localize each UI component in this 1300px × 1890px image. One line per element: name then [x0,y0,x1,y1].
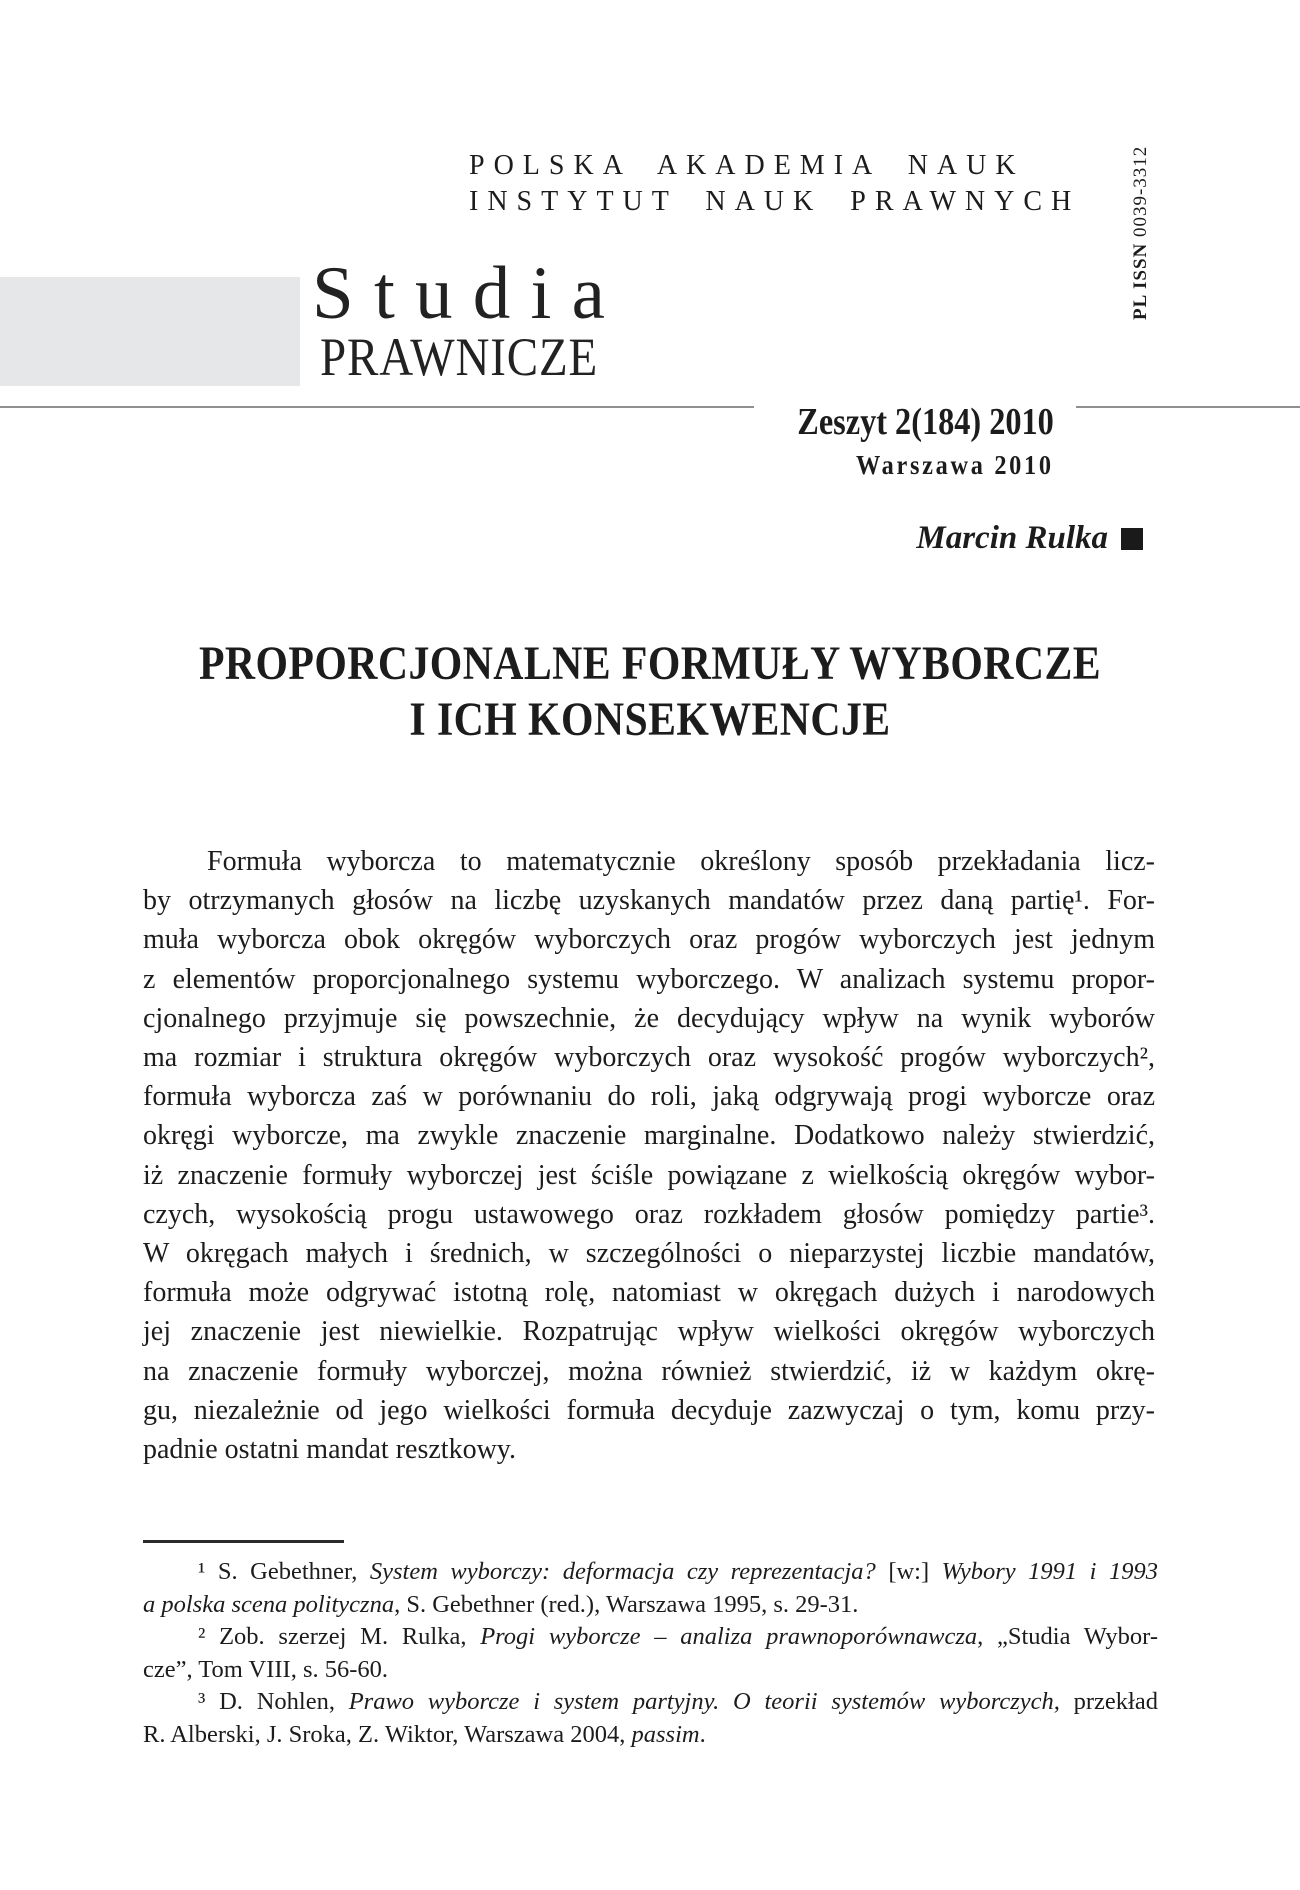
body-line: czych, wysokością progu ustawowego oraz rozkładem głosów pomiędzy partie³. [143,1198,1155,1230]
issue-rule-right [1076,406,1300,408]
author-row [916,520,1143,557]
body-paragraph [143,842,1155,1469]
footnotes [143,1556,1158,1752]
article-title-line-1: PROPORCJONALNE FORMUŁY WYBORCZE [198,637,1102,690]
body-line: by otrzymanych głosów na liczbę uzyskanych mandatów przez daną partię¹. For- [143,885,1155,917]
body-line: formuła może odgrywać istotną rolę, natomiast w okręgach dużych i narodowych [143,1277,1155,1309]
author-name: Marcin Rulka [916,520,1108,556]
body-line: Formuła wyborcza to matematycznie określony sposób przekładania licz- [207,846,1155,877]
issn-vertical-label [1130,145,1160,320]
journal-title-prawnicze: PRAWNICZE [320,327,599,387]
body-line: na znaczenie formuły wyborczej, można również stwierdzić, iż w każdym okrę- [143,1355,1155,1387]
body-line: jej znaczenie jest niewielkie. Rozpatrując wpływ wielkości okręgów wyborczych [143,1316,1155,1348]
body-line: okręgi wyborcze, ma zwykle znaczenie marginalne. Dodatkowo należy stwierdzić, [143,1120,1155,1152]
footnote-line: a polska scena polityczna, S. Gebethner (red.), Warszawa 1995, s. 29-31. [143,1590,859,1618]
body-line: ma rozmiar i struktura okręgów wyborczych oraz wysokość progów wyborczych², [143,1042,1155,1074]
footnote-separator-rule [143,1540,344,1543]
issn-prefix: PL ISSN [1130,242,1151,320]
footnote-line: ² Zob. szerzej M. Rulka, Progi wyborcze – analiza prawnoporównawcza, „Studia Wybor- [198,1623,1159,1651]
issn-number: 0039-3312 [1130,145,1151,238]
body-line: muła wyborcza obok okręgów wyborczych oraz progów wyborczych jest jednym [143,924,1155,956]
journal-title-studia: Studia [312,252,626,335]
body-line: cjonalnego przyjmuje się powszechnie, że decydujący wpływ na wynik wyborów [143,1002,1155,1034]
body-line: padnie ostatni mandat resztkowy. [143,1434,516,1466]
publisher-line-1: POLSKA AKADEMIA NAUK [469,150,1025,181]
body-line: formuła wyborcza zaś w porównaniu do roli, jaką odgrywają progi wyborcze oraz [143,1081,1155,1113]
footnote-line: ¹ S. Gebethner, System wyborczy: deformacja czy reprezentacja? [w:] Wybory 1991 i 1993 [198,1558,1158,1585]
footnote-line: cze”, Tom VIII, s. 56-60. [143,1655,389,1683]
body-line: W okręgach małych i średnich, w szczególności o nieparzystej liczbie mandatów, [143,1238,1155,1270]
footnote-line: ³ D. Nohlen, Prawo wyborcze i system partyjny. O teorii systemów wyborczych, przekład [198,1688,1158,1716]
body-line: z elementów proporcjonalnego systemu wyborczego. W analizach systemu propor- [143,963,1155,995]
issue-place-year: Warszawa 2010 [856,450,1054,480]
issue-rule-left [0,406,754,408]
author-square-icon [1121,528,1143,550]
footnote-line: R. Alberski, J. Sroka, Z. Wiktor, Warszawa 2004, passim. [143,1720,706,1748]
body-line: iż znaczenie formuły wyborczej jest ściśle powiązane z wielkością okręgów wybor- [143,1159,1155,1191]
article-title [0,636,1300,748]
publisher-line-2: INSTYTUT NAUK PRAWNYCH [469,186,1081,217]
gray-accent-block [0,277,300,386]
article-title-line-2: I ICH KONSEKWENCJE [409,693,891,746]
issue-number: Zeszyt 2(184) 2010 [797,401,1054,443]
body-line: gu, niezależnie od jego wielkości formuła decyduje zazwyczaj o tym, komu przy- [143,1394,1155,1426]
